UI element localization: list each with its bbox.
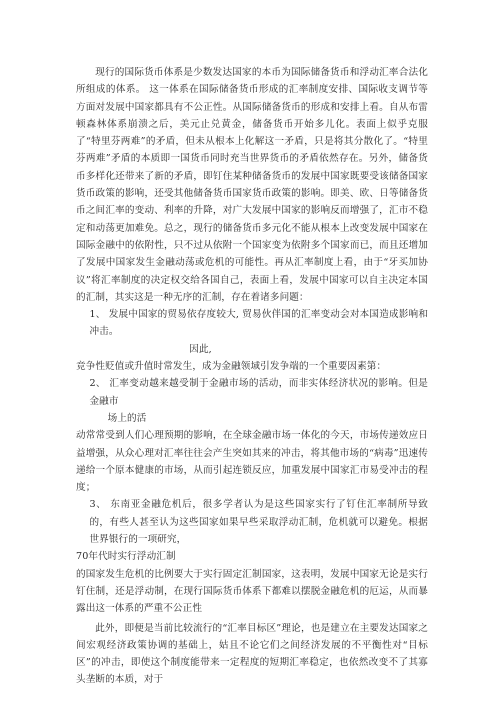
body-paragraph-last: 此外，即便是当前比较流行的“汇率目标区”理论，也是建立在主要发达国家之间宏观经济政策协调的基础上，姑且不论它们之间经济发展的不平衡性对“目标区”的冲击，即使这个制度能带来一定程度的短期汇率稳定，也依然改变不了其寡头垄断的本质，对于 — [76, 622, 428, 686]
list-item-1-continuation: 竞争性贬值或升值时常发生，成为金融领域引发争端的一个重要因素第： — [76, 361, 387, 373]
body-paragraph-1: 现行的国际货币体系是少数发达国家的本币为国际储备货币和浮动汇率合法化所组成的体系。 这一体系在国际储备货币形成的汇率制度安排、国际收支调节等方面对发展中国家都具有不公正性。从国际储备货币的形成和安排上看。自从布雷顿森林体系崩溃之后，美元止兑黄金，储备货币开始多儿化。表面上似乎克服了“特里芬两难”的矛盾，但未从根本上化解这一矛盾，只是将其分散化了。“特里芬两难”矛盾的本质即一国货币同时充当世界货币的矛盾依然存在。另外，储备货币多样化还带来了新的矛盾，即钉住某种储备货币的发展中国家既要受该储备国家货币政策的影响，还受其他储备货币国家货币政策的影响。即美、欧、日等储备货币之间汇率的变动、利率的升降，对广大发展中国家的影响反而增强了，汇市不稳定和动荡更加难免。总之，现行的储备货币多元化不能从根本上改变发展中国家在国际金融中的依附性，只不过从依附一个国家变为依附多个国家而已，而且还增加了发展中国家发生金融动荡或危机的可能性。再从汇率制度上看，由于“牙买加协议”将汇率制度的决定权交给各国自己，表面上看，发展中国家可以自主决定本国的汇制，其实这是一种无序的汇制，存在着诸多问题： — [76, 67, 428, 303]
list-item-1-line-2: 因此, — [189, 343, 212, 355]
list-number-2: 2、 — [89, 378, 106, 390]
list-item-2 — [76, 375, 428, 410]
list-number-1: 1、 — [89, 309, 106, 321]
list-text-1: 发展中国家的贸易依存度较大, 贸易伙伴国的汇率变动会对本国造成影响和冲击。 — [89, 309, 429, 338]
list-text-3: 东南亚金融危机后，很多学者认为是这些国家实行了钉住汇率制所导致的，有些人甚至认为这些国家如果早些采取浮动汇制，危机就可以避免。根据世界银行的一项研究， — [89, 499, 428, 546]
list-item-2-continuation: 动常常受到人们心理预期的影响，在全球金融市场一体化的今天，市场传递效应日益增强，从众心理对汇率往往会产生突如其来的冲击，将其他市场的“病毒”迅速传递给一个原本健康的市场，从而引起连锁反应，加重发展中国家汇市易受冲击的程度； — [76, 430, 428, 494]
list-item-1 — [76, 306, 428, 341]
list-item-3 — [76, 496, 428, 548]
list-item-3-line-2: 70年代时实行浮动汇制 — [76, 551, 176, 563]
list-item-2-line-2: 场上的活 — [107, 412, 147, 424]
list-number-3: 3、 — [89, 499, 107, 511]
list-item-3-continuation: 的国家发生危机的比例要大于实行固定汇制国家，这表明，发展中国家无论是实行钉住制，还是浮动制，在现行国际货币体系下都难以摆脱金融危机的厄运，从而暴露出这一体系的严重不公正性 — [76, 568, 428, 615]
list-text-2: 汇率变动越来越受制于金融市场的活动，而非实体经济状况的影响。但是金融市 — [89, 378, 429, 407]
document-body — [76, 64, 428, 689]
